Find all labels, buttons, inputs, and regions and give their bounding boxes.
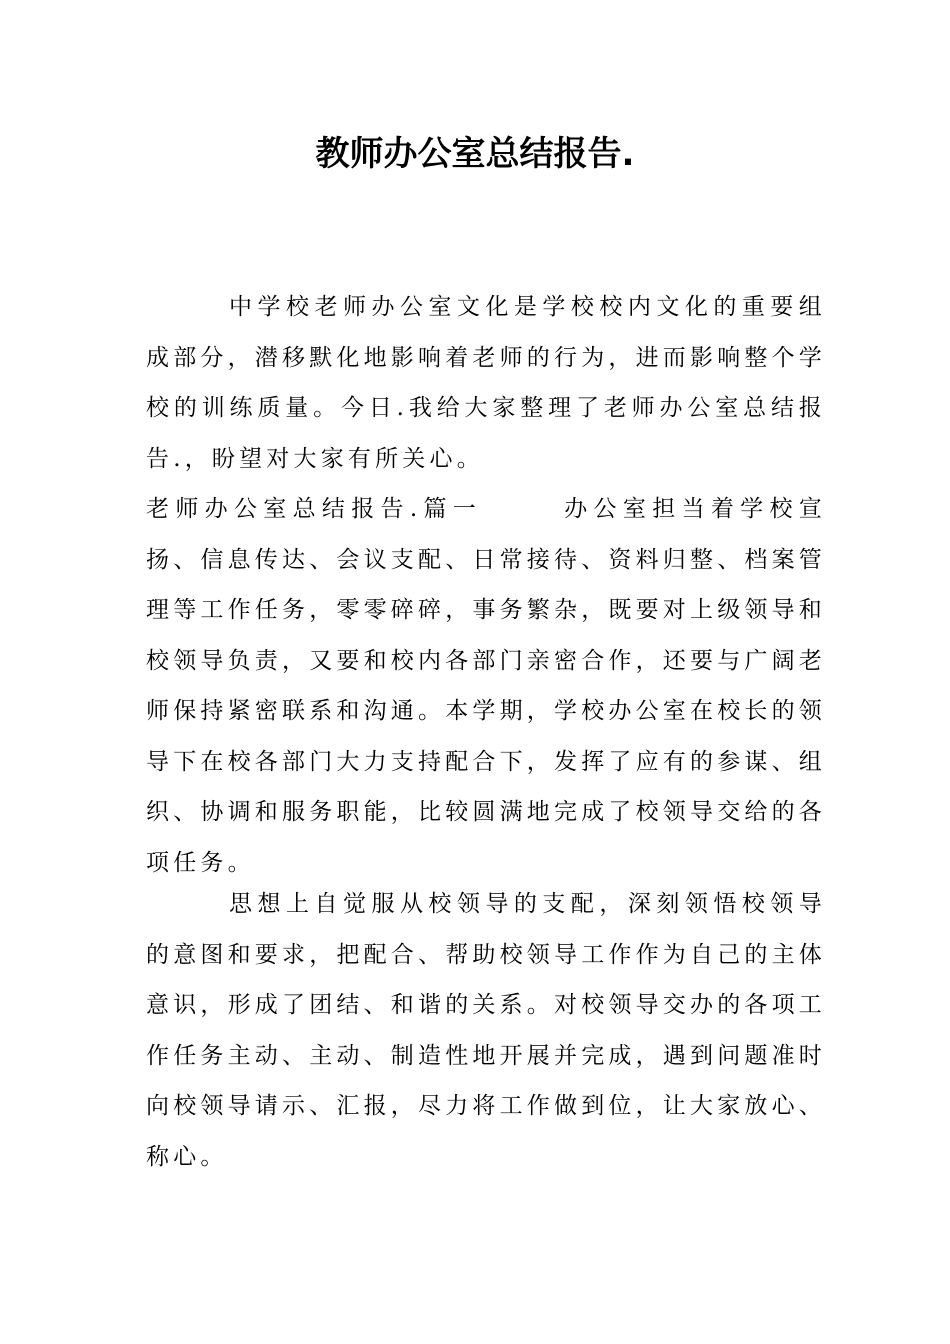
section-body: 办公室担当着学校宣扬、信息传达、会议支配、日常接待、资料归整、档案管理等工作任务，零零碎碎，事务繁杂，既要对上级领导和校领导负责，又要和校内各部门亲密合作，还要与广阔老师保持紧密联系和沟通。本学期，学校办公室在校长的领导下在校各部门大力支持配合下，发挥了应有的参谋、组织、协调和服务职能，比较圆满地完成了校领导交给的各项任务。 (146, 496, 826, 876)
section-paragraph (146, 484, 826, 888)
document-title: 教师办公室总结报告. (315, 134, 635, 174)
intro-paragraph: 中学校老师办公室文化是学校校内文化的重要组成部分，潜移默化地影响着老师的行为，进而影响整个学校的训练质量。今日.我给大家整理了老师办公室总结报告.，盼望对大家有所关心。 (146, 294, 826, 472)
section-heading: 老师办公室总结报告.篇一 (146, 496, 483, 522)
body-paragraph: 思想上自觉服从校领导的支配，深刻领悟校领导的意图和要求，把配合、帮助校领导工作作为自己的主体意识，形成了团结、和谐的关系。对校领导交办的各项工作任务主动、主动、制造性地开展并完成，遇到问题准时向校领导请示、汇报，尽力将工作做到位，让大家放心、称心。 (146, 891, 826, 1170)
